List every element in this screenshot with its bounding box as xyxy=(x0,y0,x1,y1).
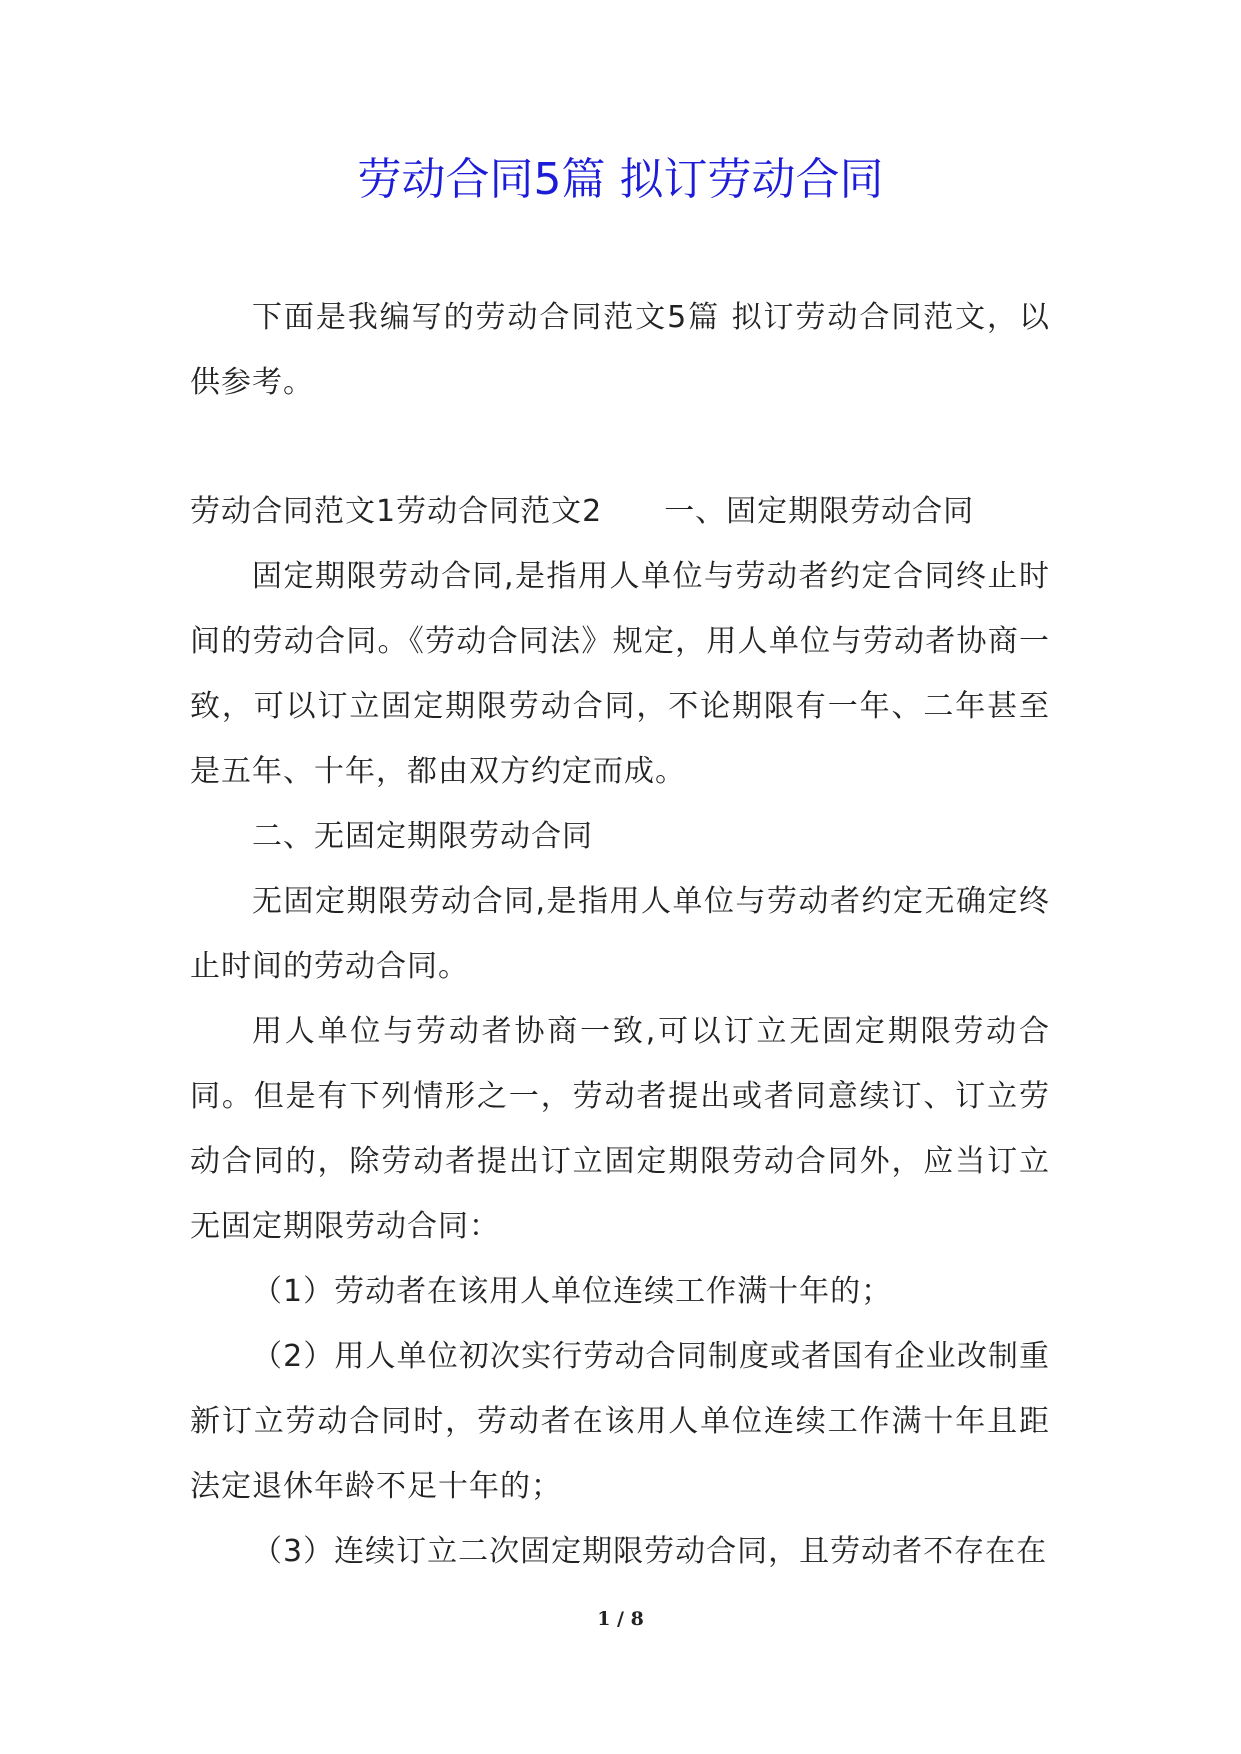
heading-open-ended: 二、无固定期限劳动合同 xyxy=(252,819,593,854)
document-body xyxy=(190,285,1050,1584)
section-heading-line xyxy=(190,479,1050,544)
heading-part-b: 一、固定期限劳动合同 xyxy=(664,494,975,529)
page-number: 1 / 8 xyxy=(597,1608,644,1630)
intro-paragraph: 下面是我编写的劳动合同范文5篇 拟订劳动合同范文，以供参考。 xyxy=(190,300,1050,400)
list-item-2: （2）用人单位初次实行劳动合同制度或者国有企业改制重新订立劳动合同时，劳动者在该用人单位连续工作满十年且距法定退休年龄不足十年的； xyxy=(190,1339,1050,1504)
paragraph-open-ended-conditions: 用人单位与劳动者协商一致,可以订立无固定期限劳动合同。但是有下列情形之一，劳动者提出或者同意续订、订立劳动合同的，除劳动者提出订立固定期限劳动合同外，应当订立无固定期限劳动合同： xyxy=(190,1014,1050,1244)
paragraph-open-ended-definition: 无固定期限劳动合同,是指用人单位与劳动者约定无确定终止时间的劳动合同。 xyxy=(190,884,1050,984)
list-item-1: （1）劳动者在该用人单位连续工作满十年的； xyxy=(252,1274,893,1309)
heading-part-a: 劳动合同范文1劳动合同范文2 xyxy=(190,494,603,529)
document-title: 劳动合同5篇 拟订劳动合同 xyxy=(357,154,884,205)
list-item-3: （3）连续订立二次固定期限劳动合同，且劳动者不存在在 xyxy=(252,1534,1048,1569)
paragraph-fixed-term: 固定期限劳动合同,是指用人单位与劳动者约定合同终止时间的劳动合同。《劳动合同法》规定，用人单位与劳动者协商一致，可以订立固定期限劳动合同，不论期限有一年、二年甚至是五年、十年，都由双方约定而成。 xyxy=(190,559,1050,789)
